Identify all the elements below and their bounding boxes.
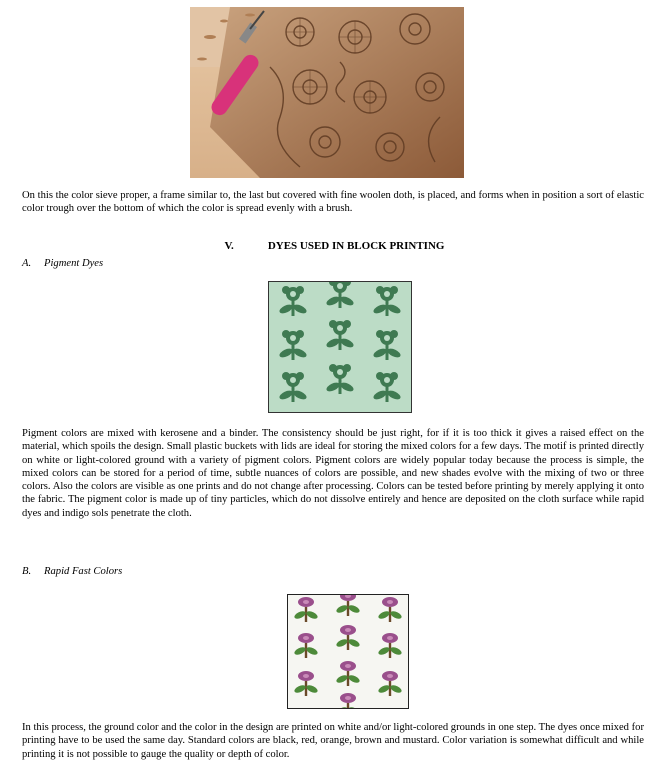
pigment-print-fabric-image bbox=[268, 281, 412, 413]
section-number: V. bbox=[224, 240, 234, 252]
section-title: DYES USED IN BLOCK PRINTING bbox=[267, 240, 445, 252]
paragraph-color-sieve: On this the color sieve proper, a frame similar to, the last but covered with fine woolen doth, is placed, and forms when in position a sort of elastic color trough over the bottom of which the color is spread evenly with a brush. bbox=[22, 190, 644, 215]
carved-wood-block-photo bbox=[190, 7, 464, 178]
rapid-fast-print-fabric-image bbox=[287, 594, 409, 709]
subsection-heading-a bbox=[22, 258, 103, 269]
section-heading bbox=[0, 240, 669, 252]
subsection-title-b: Rapid Fast Colors bbox=[44, 566, 123, 577]
paragraph-pigment-colors: Pigment colors are mixed with kerosene and a binder. The consistency should be just right, for if it is too thick it gives a raised effect on the material, which spoils the design. Small plastic buckets with lids are ideal for storing the mixed colors for a few days. The motif is printed directly on white or light-colored ground with a variety of pigment colors. Pigment colors are widely popular today because the process is simple, the mixed colors can be stored for a period of time, subtle nuances of colors are possible, and new shades evolve with the mixing of two or three colors. Also the colors are visible as one prints and do not change after processing. Colors can be tested before printing by merely applying it onto the fabric. The pigment color is made up of tiny particles, which do not dissolve entirely and hence are deposited on the cloth surface while rapid dyes and indigo sols penetrate the cloth. bbox=[22, 428, 644, 519]
subsection-heading-b bbox=[22, 566, 122, 577]
subsection-letter-a: A. bbox=[22, 258, 32, 269]
paragraph-rapid-fast-colors: In this process, the ground color and the color in the design are printed on white and/or light-colored grounds in one step. The dyes once mixed for printing have to be used the same day. Standard colors are black, red, orange, brown and mustard. Color variation is somewhat difficult and while printing it is not possible to gauge the quality or depth of color. bbox=[22, 722, 644, 760]
subsection-title-a: Pigment Dyes bbox=[44, 258, 104, 269]
subsection-letter-b: B. bbox=[22, 566, 32, 577]
